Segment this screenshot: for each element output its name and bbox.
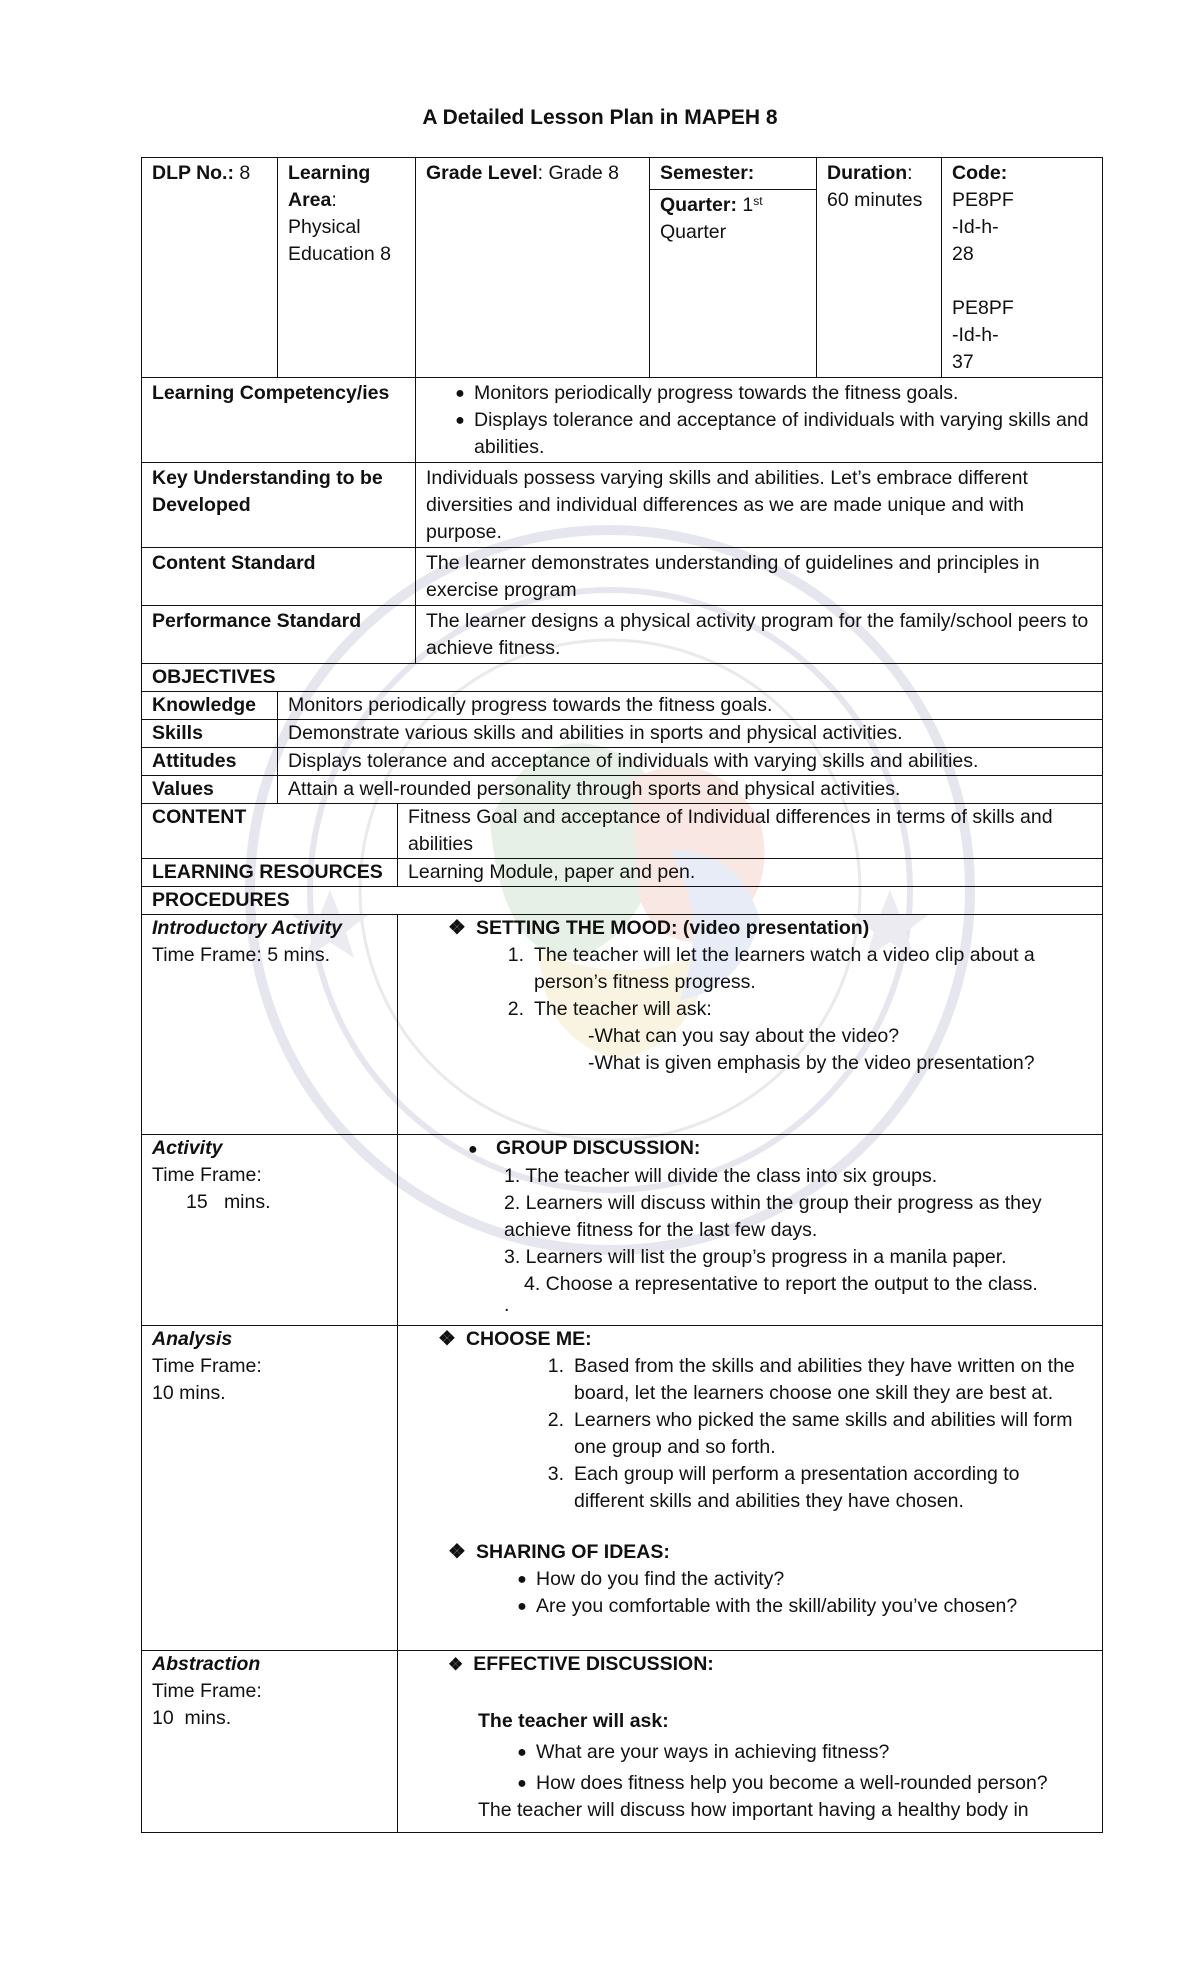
- teacher-ask-label: The teacher will ask:: [478, 1710, 669, 1732]
- objectives-label: OBJECTIVES: [142, 664, 1103, 692]
- list-item: 1. The teacher will divide the class into six groups.: [504, 1165, 938, 1187]
- list-item: 2. The teacher will ask:: [507, 998, 712, 1020]
- objectives-heading-row: [142, 664, 1103, 692]
- learning-area-value: : Physical Education 8: [288, 189, 391, 265]
- key-understanding-text: Individuals possess varying skills and abilities. Let’s embrace different diversities and individual differences as we are made unique and with purpose.: [416, 463, 1103, 548]
- learning-area-label: Learning Area: [288, 162, 371, 211]
- objective-text: Demonstrate various skills and abilities in sports and physical activities.: [278, 720, 1103, 748]
- objective-text: Monitors periodically progress towards the fitness goals.: [278, 692, 1103, 720]
- bullet-icon: ●: [517, 1775, 527, 1792]
- activity-time-value: 15 mins.: [186, 1191, 271, 1213]
- code-line: -Id-h-: [952, 324, 999, 346]
- analysis-time-label: Time Frame:: [152, 1355, 262, 1377]
- abstraction-time-value: 10 mins.: [152, 1707, 232, 1729]
- list-item: 1. Based from the skills and abilities they have written on the board, let the learners choose one skill they are best at.: [547, 1355, 1075, 1404]
- key-understanding-row: [142, 463, 1103, 548]
- content-standard-row: [142, 548, 1103, 606]
- content-standard-text: The learner demonstrates understanding of guidelines and principles in exercise program: [416, 548, 1103, 606]
- quarter-suffix: st: [753, 194, 763, 208]
- abstraction-cell: [142, 1651, 398, 1833]
- bullet-icon: ●: [517, 1744, 527, 1761]
- closing-text: The teacher will discuss how important having a healthy body in: [478, 1799, 1029, 1821]
- content-label: CONTENT: [142, 804, 398, 859]
- duration-label: Duration: [827, 162, 908, 184]
- analysis-heading: ❖ CHOOSE ME:: [438, 1328, 592, 1350]
- quarter-label: Quarter:: [660, 194, 737, 216]
- list-item: 3. Each group will perform a presentation according to different skills and abilities they have chosen.: [547, 1463, 1020, 1512]
- header-row: [142, 158, 1103, 378]
- objective-text: Attain a well-rounded personality through sports and physical activities.: [278, 776, 1103, 804]
- list-item: 3. Learners will list the group’s progress in a manila paper.: [504, 1246, 1007, 1268]
- resources-row: [142, 859, 1103, 887]
- analysis-time-value: 10 mins.: [152, 1382, 226, 1404]
- activity-time-label: Time Frame:: [152, 1164, 262, 1186]
- performance-standard-row: [142, 606, 1103, 664]
- objective-label: Knowledge: [142, 692, 278, 720]
- abstraction-row: [142, 1651, 1103, 1833]
- list-item: 2. Learners will discuss within the group their progress as they achieve fitness for the last few days.: [504, 1192, 1042, 1241]
- quarter-word: Quarter: [660, 221, 727, 243]
- bullet-icon: ●: [517, 1598, 527, 1615]
- code-spacer: [952, 268, 1092, 295]
- intro-activity-time: Time Frame: 5 mins.: [152, 944, 331, 966]
- content-standard-label: Content Standard: [142, 548, 416, 606]
- activity-name: Activity: [152, 1137, 223, 1159]
- objective-row: [142, 720, 1103, 748]
- competency-list: [416, 378, 1103, 463]
- lesson-plan-table: [141, 157, 1103, 1833]
- diamond-bullet-icon: ❖: [448, 1655, 464, 1674]
- objective-label: Skills: [142, 720, 278, 748]
- list-item: ● Monitors periodically progress towards the fitness goals.: [446, 380, 1092, 407]
- duration-cell: [817, 158, 942, 378]
- procedures-heading-row: [142, 887, 1103, 915]
- intro-activity-content: [398, 915, 1103, 1135]
- question-item: -What can you say about the video?: [588, 1025, 900, 1047]
- activity-cell: [142, 1135, 398, 1326]
- semester-quarter-cell: [650, 158, 817, 378]
- document-title: A Detailed Lesson Plan in MAPEH 8: [422, 106, 778, 129]
- list-item: 4. Choose a representative to report the output to the class.: [524, 1273, 1038, 1295]
- abstraction-time-label: Time Frame:: [152, 1680, 262, 1702]
- dlp-value: 8: [239, 162, 251, 184]
- intro-heading: ❖ SETTING THE MOOD: (video presentation): [448, 917, 870, 939]
- duration-value: : 60 minutes: [827, 162, 923, 211]
- learning-area-cell: [278, 158, 416, 378]
- performance-standard-text: The learner designs a physical activity program for the family/school peers to achieve fitness.: [416, 606, 1103, 664]
- list-item: ● Are you comfortable with the skill/ability you’ve chosen?: [438, 1593, 1092, 1620]
- code-cell: [942, 158, 1103, 378]
- code-line: PE8PF: [952, 297, 1014, 319]
- content-row: [142, 804, 1103, 859]
- objective-row: [142, 748, 1103, 776]
- quarter-box: [650, 190, 816, 248]
- abstraction-content: [398, 1651, 1103, 1833]
- activity-row: [142, 1135, 1103, 1326]
- objective-row: [142, 692, 1103, 720]
- dlp-cell: [142, 158, 278, 378]
- intro-activity-cell: [142, 915, 398, 1135]
- bullet-icon: ●: [455, 412, 465, 429]
- analysis-name: Analysis: [152, 1328, 233, 1350]
- procedures-label: PROCEDURES: [142, 887, 1103, 915]
- activity-heading: ● GROUP DISCUSSION:: [468, 1135, 1092, 1163]
- grade-level-value: : Grade 8: [537, 162, 619, 184]
- objective-label: Values: [142, 776, 278, 804]
- abstraction-heading: ❖ EFFECTIVE DISCUSSION:: [448, 1653, 714, 1675]
- intro-activity-name: Introductory Activity: [152, 917, 342, 939]
- list-item: 2. Learners who picked the same skills and abilities will form one group and so forth.: [547, 1409, 1073, 1458]
- abstraction-name: Abstraction: [152, 1653, 261, 1675]
- objective-row: [142, 776, 1103, 804]
- semester-box: [650, 158, 816, 190]
- code-line: 28: [952, 243, 974, 265]
- dlp-label: DLP No.:: [152, 162, 234, 184]
- trailing-mark: .: [504, 1294, 510, 1316]
- code-line: 37: [952, 351, 974, 373]
- resources-text: Learning Module, paper and pen.: [398, 859, 1103, 887]
- grade-level-cell: [416, 158, 650, 378]
- code-line: -Id-h-: [952, 216, 999, 238]
- content-text: Fitness Goal and acceptance of Individual differences in terms of skills and abilities: [398, 804, 1103, 859]
- competency-label: Learning Competency/ies: [142, 378, 416, 463]
- activity-content: [398, 1135, 1103, 1326]
- analysis-cell: [142, 1326, 398, 1651]
- competency-row: [142, 378, 1103, 463]
- bullet-icon: ●: [517, 1571, 527, 1588]
- diamond-bullet-icon: ❖: [448, 917, 466, 939]
- list-item: 1. The teacher will let the learners watch a video clip about a person’s fitness progress.: [507, 944, 1035, 993]
- analysis-row: [142, 1326, 1103, 1651]
- list-item: ● How do you find the activity?: [438, 1566, 1092, 1593]
- bullet-icon: ●: [455, 385, 465, 402]
- diamond-bullet-icon: ❖: [438, 1328, 456, 1350]
- objective-label: Attitudes: [142, 748, 278, 776]
- quarter-number: 1: [742, 194, 754, 216]
- list-item: ● How does fitness help you become a well-rounded person?: [448, 1770, 1092, 1797]
- question-item: -What is given emphasis by the video presentation?: [588, 1052, 1035, 1074]
- list-item: ● Displays tolerance and acceptance of individuals with varying skills and abilities.: [446, 407, 1092, 461]
- list-item: ● What are your ways in achieving fitness?: [448, 1739, 1092, 1766]
- diamond-bullet-icon: ❖: [448, 1541, 466, 1563]
- intro-activity-row: [142, 915, 1103, 1135]
- key-understanding-label: Key Understanding to be Developed: [142, 463, 416, 548]
- semester-label: Semester:: [660, 162, 755, 184]
- analysis-content: [398, 1326, 1103, 1651]
- code-line: PE8PF: [952, 189, 1014, 211]
- code-label: Code:: [952, 162, 1008, 184]
- objective-text: Displays tolerance and acceptance of individuals with varying skills and abilities.: [278, 748, 1103, 776]
- lesson-plan-document: [141, 157, 1102, 1833]
- bullet-icon: ●: [468, 1141, 478, 1158]
- resources-label: LEARNING RESOURCES: [142, 859, 398, 887]
- sharing-heading: ❖ SHARING OF IDEAS:: [448, 1541, 670, 1563]
- performance-standard-label: Performance Standard: [142, 606, 416, 664]
- grade-level-label: Grade Level: [426, 162, 538, 184]
